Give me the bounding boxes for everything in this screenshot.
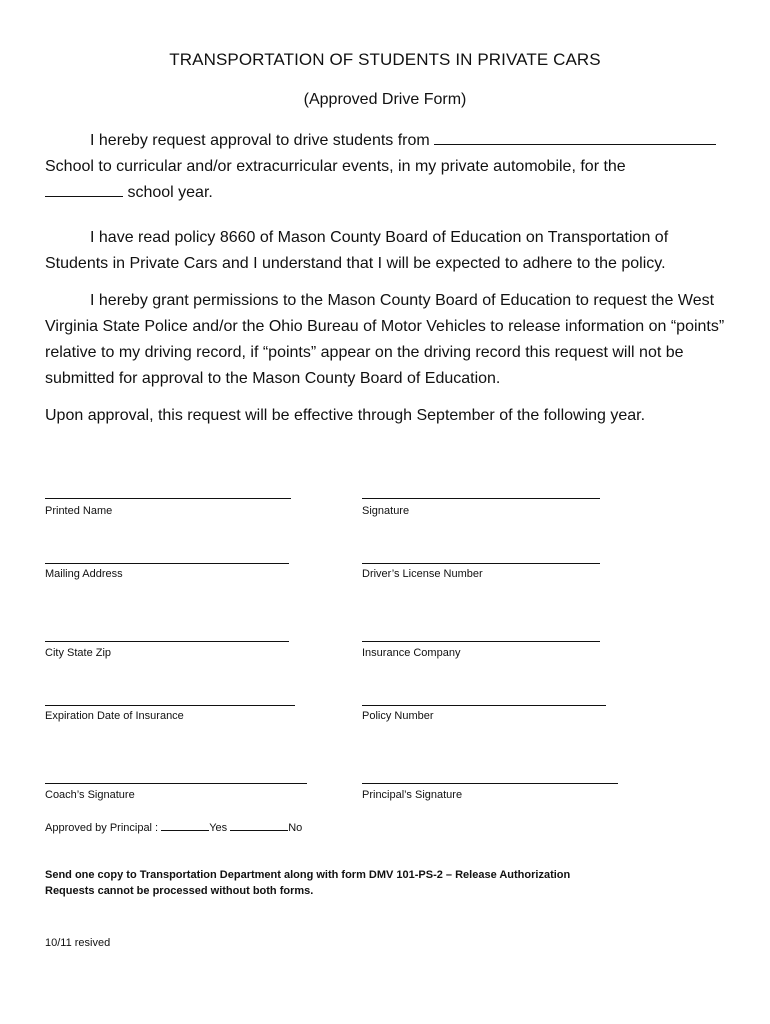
mailing-address-label: Mailing Address — [45, 568, 123, 580]
policy-number-line[interactable] — [362, 705, 606, 706]
city-state-zip-line[interactable] — [45, 641, 289, 642]
signature-line[interactable] — [362, 498, 600, 499]
approved-yes-blank[interactable] — [161, 820, 209, 831]
city-state-zip-label: City State Zip — [45, 647, 112, 659]
principal-approval-label: Approved by Principal : — [45, 822, 159, 834]
request-paragraph — [45, 128, 735, 206]
request-rest-text: School to curricular and/or extracurricular events, in my private automobile, for the — [45, 158, 626, 175]
form-title: TRANSPORTATION OF STUDENTS IN PRIVATE CARS — [169, 50, 601, 69]
printed-name-label: Printed Name — [45, 505, 113, 517]
signature-label: Signature — [362, 505, 410, 517]
approval-effective-paragraph: Upon approval, this request will be effective through September of the following year. — [45, 407, 646, 424]
principal-signature-line[interactable] — [362, 783, 618, 784]
approved-yes-label: Yes — [209, 822, 228, 834]
drivers-license-label: Driver’s License Number — [362, 568, 483, 580]
drivers-license-line[interactable] — [362, 563, 600, 564]
school-name-blank[interactable] — [434, 128, 716, 145]
policy-number-label: Policy Number — [362, 710, 434, 722]
coach-signature-label: Coach’s Signature — [45, 789, 135, 801]
school-year-text: school year. — [127, 184, 213, 201]
form-subtitle: (Approved Drive Form) — [303, 91, 467, 108]
policy-paragraph: I have read policy 8660 of Mason County Board of Education on Transportation of Students in Private Cars and I understand that I will be expected to adhere to the policy. — [45, 229, 669, 272]
insurance-company-label: Insurance Company — [362, 647, 461, 659]
school-year-blank[interactable] — [45, 180, 123, 197]
request-lead-text: I hereby request approval to drive students from — [90, 132, 430, 149]
notice-line-1: Send one copy to Transportation Department along with form DMV 101-PS-2 – Release Authorization — [45, 869, 571, 881]
approved-no-blank[interactable] — [230, 820, 288, 831]
principal-approval-row — [45, 820, 302, 834]
transport-notice — [45, 867, 570, 899]
insurance-company-line[interactable] — [362, 641, 600, 642]
revision-note: 10/11 resived — [45, 937, 111, 949]
notice-line-2: Requests cannot be processed without both forms. — [45, 885, 314, 897]
principal-signature-label: Principal’s Signature — [362, 789, 463, 801]
mailing-address-line[interactable] — [45, 563, 289, 564]
expiration-date-label: Expiration Date of Insurance — [45, 710, 184, 722]
permission-paragraph: I hereby grant permissions to the Mason County Board of Education to request the West Virginia State Police and/or the Ohio Bureau of Motor Vehicles to release information on “points” relative to my driving record, if “points” appear on the driving record this request will not be submitted for approval to the Mason County Board of Education. — [45, 292, 725, 387]
approved-no-label: No — [288, 822, 303, 834]
coach-signature-line[interactable] — [45, 783, 307, 784]
expiration-date-line[interactable] — [45, 705, 295, 706]
printed-name-line[interactable] — [45, 498, 291, 499]
